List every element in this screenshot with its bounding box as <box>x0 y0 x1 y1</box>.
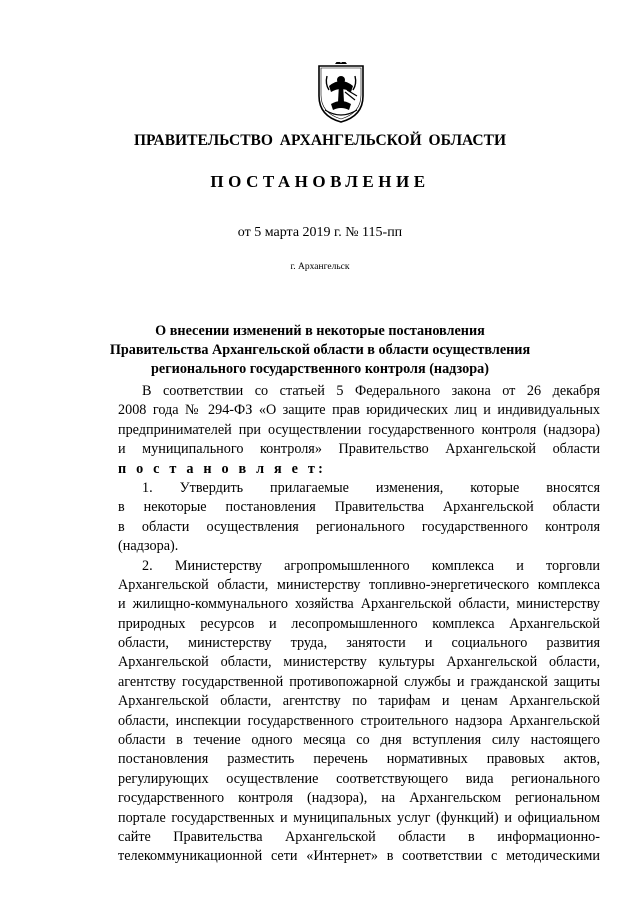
body-line: области, инспекции государственного строительного надзора Архангельской <box>118 712 600 729</box>
subject-line: О внесении изменений в некоторые постановления <box>155 323 485 339</box>
document-type-title: ПОСТАНОВЛЕНИЕ <box>210 172 430 191</box>
body-line: 2008 года № 294-ФЗ «О защите прав юридических лиц и индивидуальных <box>118 402 600 419</box>
body-line: Архангельской области, министерству культуры Архангельской области, <box>118 654 600 671</box>
body-line: области, министерству труда, занятости и социального развития <box>118 635 600 652</box>
body-line: регулирующих осуществление соответствующего вида регионального <box>118 770 600 787</box>
body-line: природных ресурсов и лесопромышленного комплекса Архангельской <box>118 615 600 632</box>
resolves-word: п о с т а н о в л я е т: <box>118 460 326 477</box>
body-line: (надзора). <box>118 538 179 555</box>
document-city: г. Архангельск <box>290 262 350 272</box>
body-line: области в течение одного месяца со дня вступления силу настоящего <box>118 732 600 749</box>
coat-of-arms-emblem <box>315 62 367 124</box>
subject-line: регионального государственного контроля (надзора) <box>151 361 489 377</box>
body-line: в некоторые постановления Правительства Архангельской области <box>118 499 600 516</box>
document-body <box>118 382 600 867</box>
body-line: предпринимателей при осуществлении государственного контроля (надзора) <box>118 421 600 438</box>
body-line: агентству государственной противопожарной службы и гражданской защиты <box>118 673 600 690</box>
body-line: Архангельской области, министерству топливно-энергетического комплекса <box>118 576 600 593</box>
subject-line: Правительства Архангельской области в области осуществления <box>109 342 531 358</box>
body-line: телекоммуникационной сети «Интернет» в соответствии с методическими <box>118 848 600 865</box>
body-line: В соответствии со статьей 5 Федерального закона от 26 декабря <box>142 383 600 399</box>
body-line: государственного контроля (надзора), на Архангельском региональном <box>118 790 600 807</box>
body-line: Архангельской области, агентству по тарифам и ценам Архангельской <box>118 693 600 710</box>
body-line: в области осуществления регионального государственного контроля <box>118 518 600 535</box>
body-line-resolves <box>118 460 600 479</box>
body-line: сайте Правительства Архангельской области в информационно- <box>118 828 600 845</box>
government-name: ПРАВИТЕЛЬСТВО АРХАНГЕЛЬСКОЙ ОБЛАСТИ <box>133 132 506 149</box>
body-line: 1. Утвердить прилагаемые изменения, которые вносятся <box>142 479 600 496</box>
body-line: и жилищно-коммунального хозяйства Архангельской области, министерству <box>118 596 600 613</box>
document-date-number: от 5 марта 2019 г. № 115-пп <box>237 225 403 240</box>
body-line: постановления разместить перечень нормативных правовых актов, <box>118 751 600 768</box>
document-subject <box>0 322 640 379</box>
body-line: портале государственных и муниципальных услуг (функций) и официальном <box>118 809 600 826</box>
body-line: 2. Министерству агропромышленного комплекса и торговли <box>142 557 600 574</box>
body-line: и муниципального контроля» Правительство Архангельской области <box>118 441 600 458</box>
